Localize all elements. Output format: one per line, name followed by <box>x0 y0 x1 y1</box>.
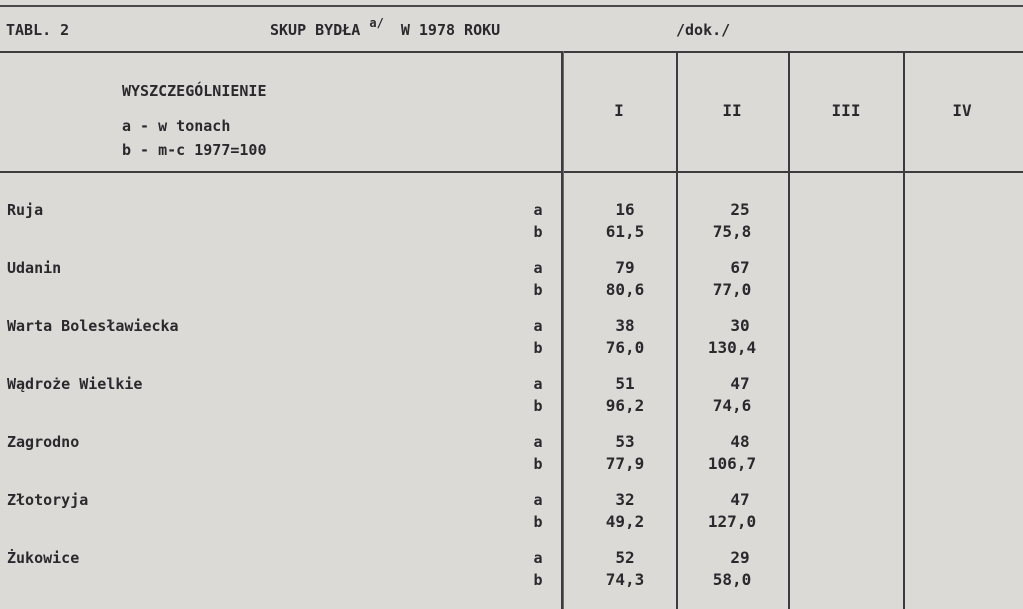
col-divider-2 <box>676 51 678 609</box>
cell-a-month2: 47 <box>730 490 750 509</box>
cell-b-month2: 127,0 <box>707 512 757 531</box>
row-name: Żukowice <box>7 549 80 567</box>
row-b-label: b <box>533 397 543 415</box>
month-header-4: IV <box>952 101 972 120</box>
cell-b-month1: 96,2 <box>605 396 645 415</box>
cell-a-month2: 30 <box>730 316 750 335</box>
continuation-note: /dok./ <box>676 21 731 39</box>
cell-a-month1: 52 <box>615 548 635 567</box>
row-b-label: b <box>533 513 543 531</box>
cell-a-month2: 25 <box>730 200 750 219</box>
top-rule <box>0 5 1023 7</box>
cell-a-month2: 47 <box>730 374 750 393</box>
row-name: Złotoryja <box>7 491 89 509</box>
cell-b-month2: 58,0 <box>712 570 752 589</box>
cell-a-month1: 16 <box>615 200 635 219</box>
cell-b-month2: 75,8 <box>712 222 752 241</box>
row-a-label: a <box>533 491 543 509</box>
month-header-3: III <box>831 101 861 120</box>
cell-b-month2: 130,4 <box>707 338 757 357</box>
row-name: Wądroże Wielkie <box>7 375 143 393</box>
col-divider-1b <box>563 51 564 609</box>
cell-b-month1: 77,9 <box>605 454 645 473</box>
header-bottom-rule <box>0 171 1023 173</box>
cell-a-month1: 51 <box>615 374 635 393</box>
column-heading-main: WYSZCZEGÓLNIENIE <box>122 82 267 100</box>
row-b-label: b <box>533 339 543 357</box>
cell-a-month1: 79 <box>615 258 635 277</box>
title-footnote-mark: a/ <box>369 16 384 30</box>
row-a-label: a <box>533 201 543 219</box>
cell-a-month1: 38 <box>615 316 635 335</box>
cell-a-month2: 29 <box>730 548 750 567</box>
row-b-label: b <box>533 281 543 299</box>
cell-a-month2: 48 <box>730 432 750 451</box>
title-suffix: W 1978 ROKU <box>400 21 501 39</box>
column-heading-b: b - m-c 1977=100 <box>122 141 267 159</box>
row-a-label: a <box>533 259 543 277</box>
cell-a-month2: 67 <box>730 258 750 277</box>
cell-b-month1: 61,5 <box>605 222 645 241</box>
row-a-label: a <box>533 375 543 393</box>
col-divider-3 <box>788 51 790 609</box>
cell-a-month1: 53 <box>615 432 635 451</box>
row-name: Udanin <box>7 259 62 277</box>
table-title <box>270 16 501 39</box>
row-b-label: b <box>533 223 543 241</box>
cell-b-month1: 74,3 <box>605 570 645 589</box>
table-number: TABL. 2 <box>6 21 70 39</box>
row-a-label: a <box>533 433 543 451</box>
cell-b-month2: 74,6 <box>712 396 752 415</box>
row-b-label: b <box>533 571 543 589</box>
row-a-label: a <box>533 317 543 335</box>
row-name: Warta Bolesławiecka <box>7 317 179 335</box>
cell-b-month1: 76,0 <box>605 338 645 357</box>
header-top-rule <box>0 51 1023 53</box>
title-prefix: SKUP BYDŁA <box>270 21 361 39</box>
row-name: Zagrodno <box>7 433 80 451</box>
month-header-1: I <box>614 101 624 120</box>
month-header-2: II <box>722 101 742 120</box>
cell-b-month2: 106,7 <box>707 454 757 473</box>
cell-b-month1: 49,2 <box>605 512 645 531</box>
cell-b-month1: 80,6 <box>605 280 645 299</box>
row-name: Ruja <box>7 201 44 219</box>
col-divider-4 <box>903 51 905 609</box>
row-a-label: a <box>533 549 543 567</box>
row-b-label: b <box>533 455 543 473</box>
cell-b-month2: 77,0 <box>712 280 752 299</box>
column-heading-a: a - w tonach <box>122 117 231 135</box>
cell-a-month1: 32 <box>615 490 635 509</box>
